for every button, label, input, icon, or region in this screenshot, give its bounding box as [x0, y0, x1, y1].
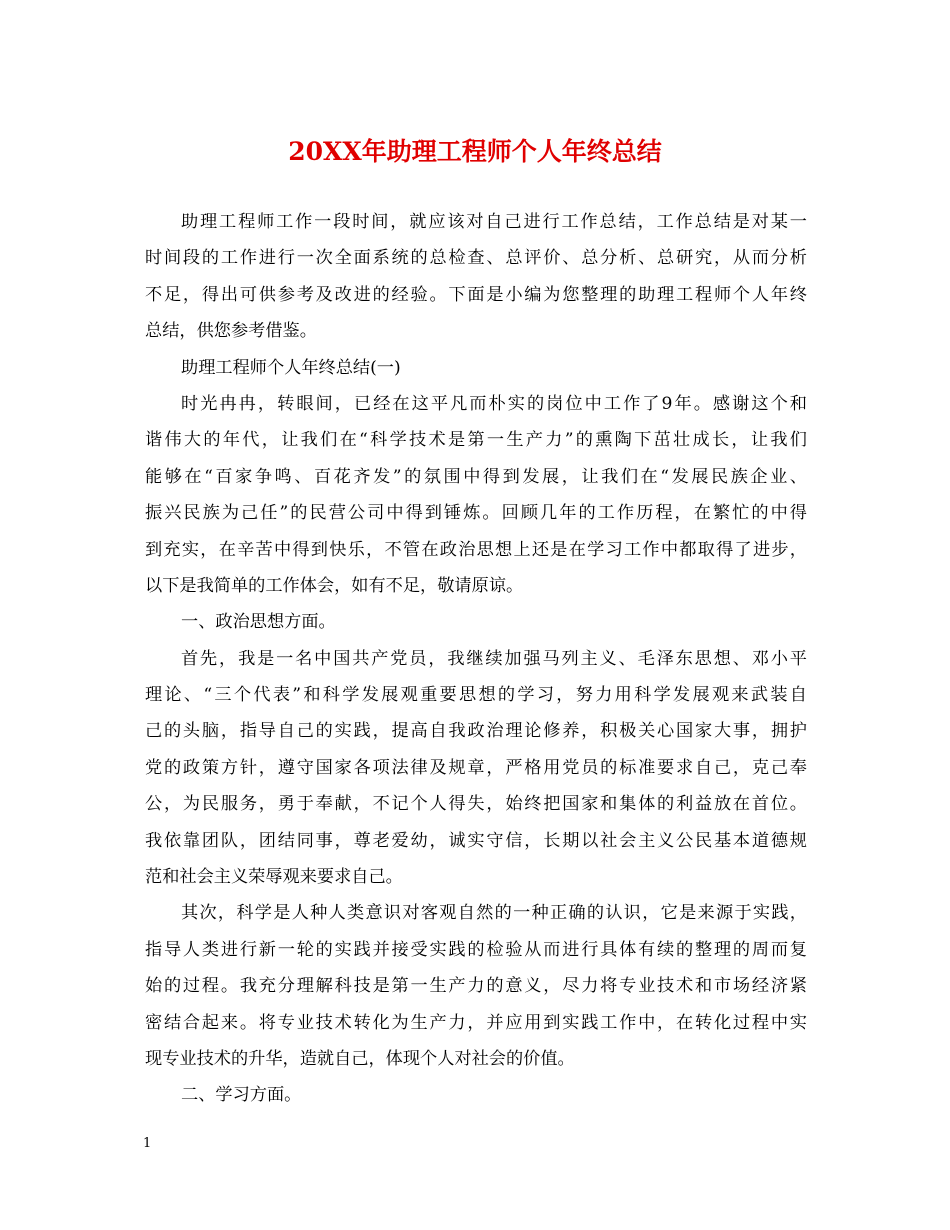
- body-line: 总结，供您参考借鉴。: [145, 321, 317, 342]
- body-line: 现专业技术的升华，造就自己，体现个人对社会的价值。: [145, 1048, 575, 1069]
- body-line: 以下是我简单的工作体会，如有不足，敬请原谅。: [145, 575, 524, 596]
- body-line: 谐伟大的年代，让我们在“科学技术是第一生产力”的熏陶下茁壮成长，让我们: [145, 430, 807, 451]
- page-number: 1: [143, 1136, 152, 1151]
- body-line: 振兴民族为己任”的民营公司中得到锤炼。回顾几年的工作历程，在繁忙的中得: [145, 503, 807, 524]
- body-line: 二、学习方面。: [181, 1085, 302, 1106]
- body-line: 公，为民服务，勇于奉献，不记个人得失，始终把国家和集体的利益放在首位。: [145, 794, 807, 815]
- body-line: 能够在“百家争鸣、百花齐发”的氛围中得到发展，让我们在“发展民族企业、: [145, 466, 807, 487]
- body-line: 时光冉冉，转眼间，已经在这平凡而朴实的岗位中工作了9年。感谢这个和: [181, 393, 807, 414]
- body-line: 己的头脑，指导自己的实践，提高自我政治理论修养，积极关心国家大事，拥护: [145, 721, 807, 742]
- document-title: 20XX年助理工程师个人年终总结: [288, 137, 662, 166]
- body-line: 密结合起来。将专业技术转化为生产力，并应用到实践工作中，在转化过程中实: [145, 1012, 807, 1033]
- body-line: 我依靠团队，团结同事，尊老爱幼，诚实守信，长期以社会主义公民基本道德规: [145, 830, 807, 851]
- body-line: 党的政策方针，遵守国家各项法律及规章，严格用党员的标准要求自己，克己奉: [145, 757, 807, 778]
- body-line: 范和社会主义荣辱观来要求自己。: [145, 867, 403, 888]
- body-line: 助理工程师个人年终总结(一): [181, 357, 401, 378]
- body-line: 助理工程师工作一段时间，就应该对自己进行工作总结，工作总结是对某一: [181, 212, 807, 232]
- body-line: 理论、“三个代表”和科学发展观重要思想的学习，努力用科学发展观来武装自: [145, 685, 807, 706]
- body-line: 始的过程。我充分理解科技是第一生产力的意义，尽力将专业技术和市场经济紧: [145, 976, 807, 997]
- body-line: 一、政治思想方面。: [181, 612, 336, 633]
- body-line: 到充实，在辛苦中得到快乐，不管在政治思想上还是在学习工作中都取得了进步，: [145, 539, 807, 560]
- body-line: 指导人类进行新一轮的实践并接受实践的检验从而进行具体有续的整理的周而复: [145, 939, 807, 960]
- body-line: 首先，我是一名中国共产党员，我继续加强马列主义、毛泽东思想、邓小平: [181, 648, 807, 669]
- document-body: [145, 204, 807, 1114]
- body-line: 时间段的工作进行一次全面系统的总检查、总评价、总分析、总研究，从而分析: [145, 248, 807, 269]
- body-line: 不足，得出可供参考及改进的经验。下面是小编为您整理的助理工程师个人年终: [145, 284, 807, 305]
- body-line: 其次，科学是人种人类意识对客观自然的一种正确的认识，它是来源于实践，: [181, 903, 807, 924]
